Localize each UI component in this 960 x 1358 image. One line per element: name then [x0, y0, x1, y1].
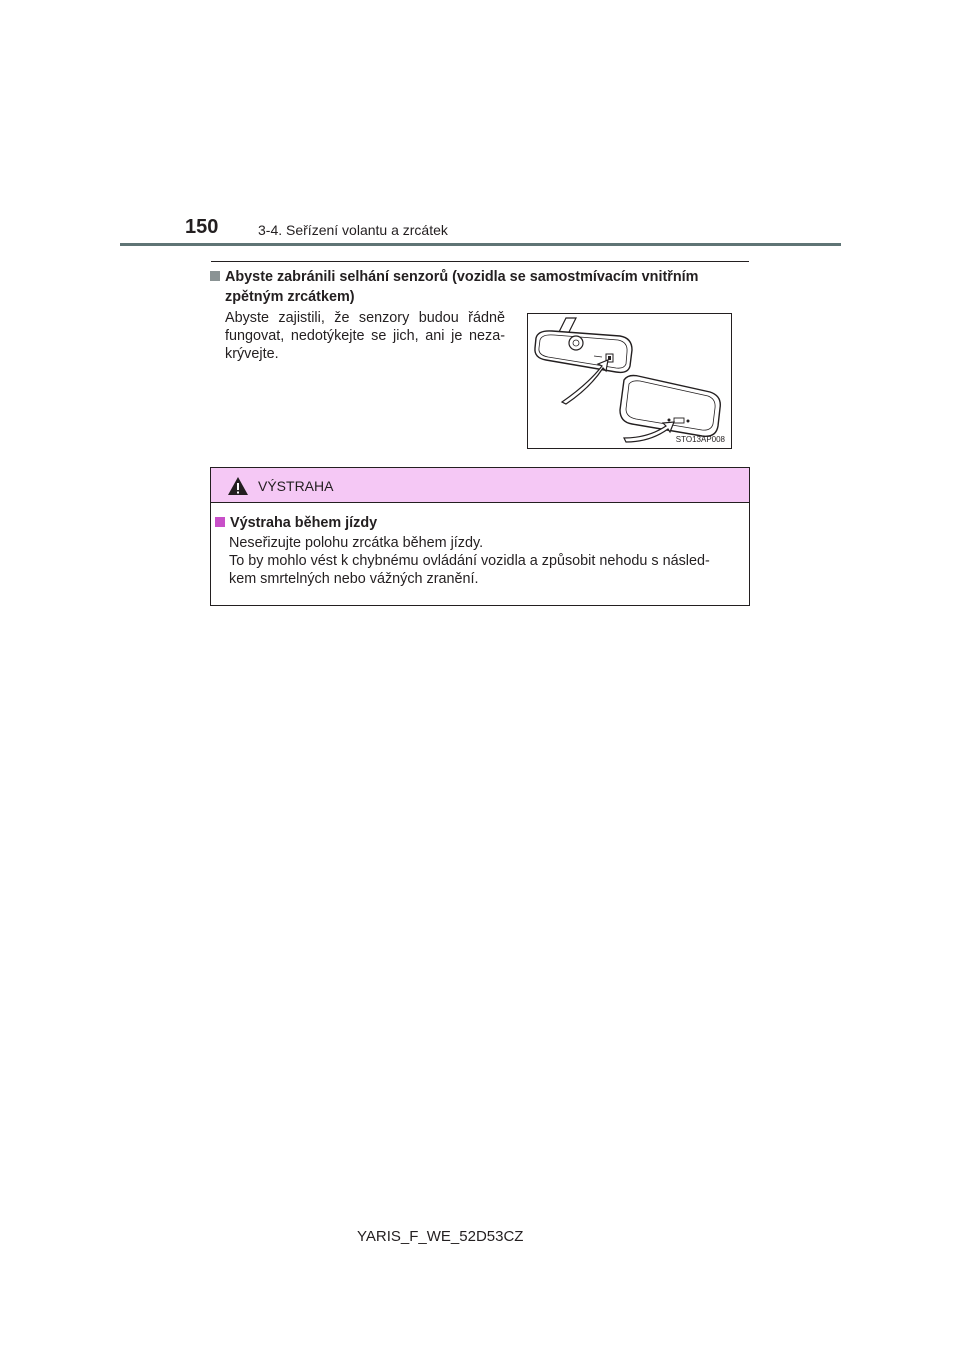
warning-subheading [215, 515, 377, 531]
header-rule [120, 243, 841, 246]
warning-line: kem smrtelných nebo vážných zranění. [229, 571, 479, 587]
section-body: Abyste zajistili, že senzory budou řádně fungovat, nedotýkejte se jich, ani je neza-krývejte. [225, 310, 505, 362]
page-number: 150 [185, 216, 219, 238]
warning-box [210, 467, 750, 606]
rear-view-mirror-drawing [528, 314, 733, 450]
warning-line: To by mohlo vést k chybnému ovládání vozidla a způsobit nehodu s násled- [229, 553, 710, 569]
section-heading [210, 267, 750, 307]
square-bullet-icon [215, 517, 225, 527]
warning-subheading-text: Výstraha během jízdy [230, 515, 378, 531]
document-code: YARIS_F_WE_52D53CZ [357, 1228, 524, 1245]
warning-header [211, 468, 749, 503]
warning-triangle-icon [227, 476, 249, 496]
figure-code: STO13AP008 [675, 435, 725, 444]
section-title: 3-4. Seřízení volantu a zrcátek [258, 222, 448, 238]
warning-text [229, 534, 744, 588]
section-heading-line2: zpětným zrcátkem) [225, 289, 355, 305]
warning-title: VÝSTRAHA [258, 478, 334, 494]
section-heading-line1: Abyste zabránili selhání senzorů (vozidla se samostmívacím vnitřním [225, 269, 699, 285]
warning-line: Neseřizujte polohu zrcátka během jízdy. [229, 535, 484, 551]
mirror-sensor-illustration [527, 313, 732, 449]
section-divider [211, 261, 749, 262]
square-bullet-icon [210, 271, 220, 281]
